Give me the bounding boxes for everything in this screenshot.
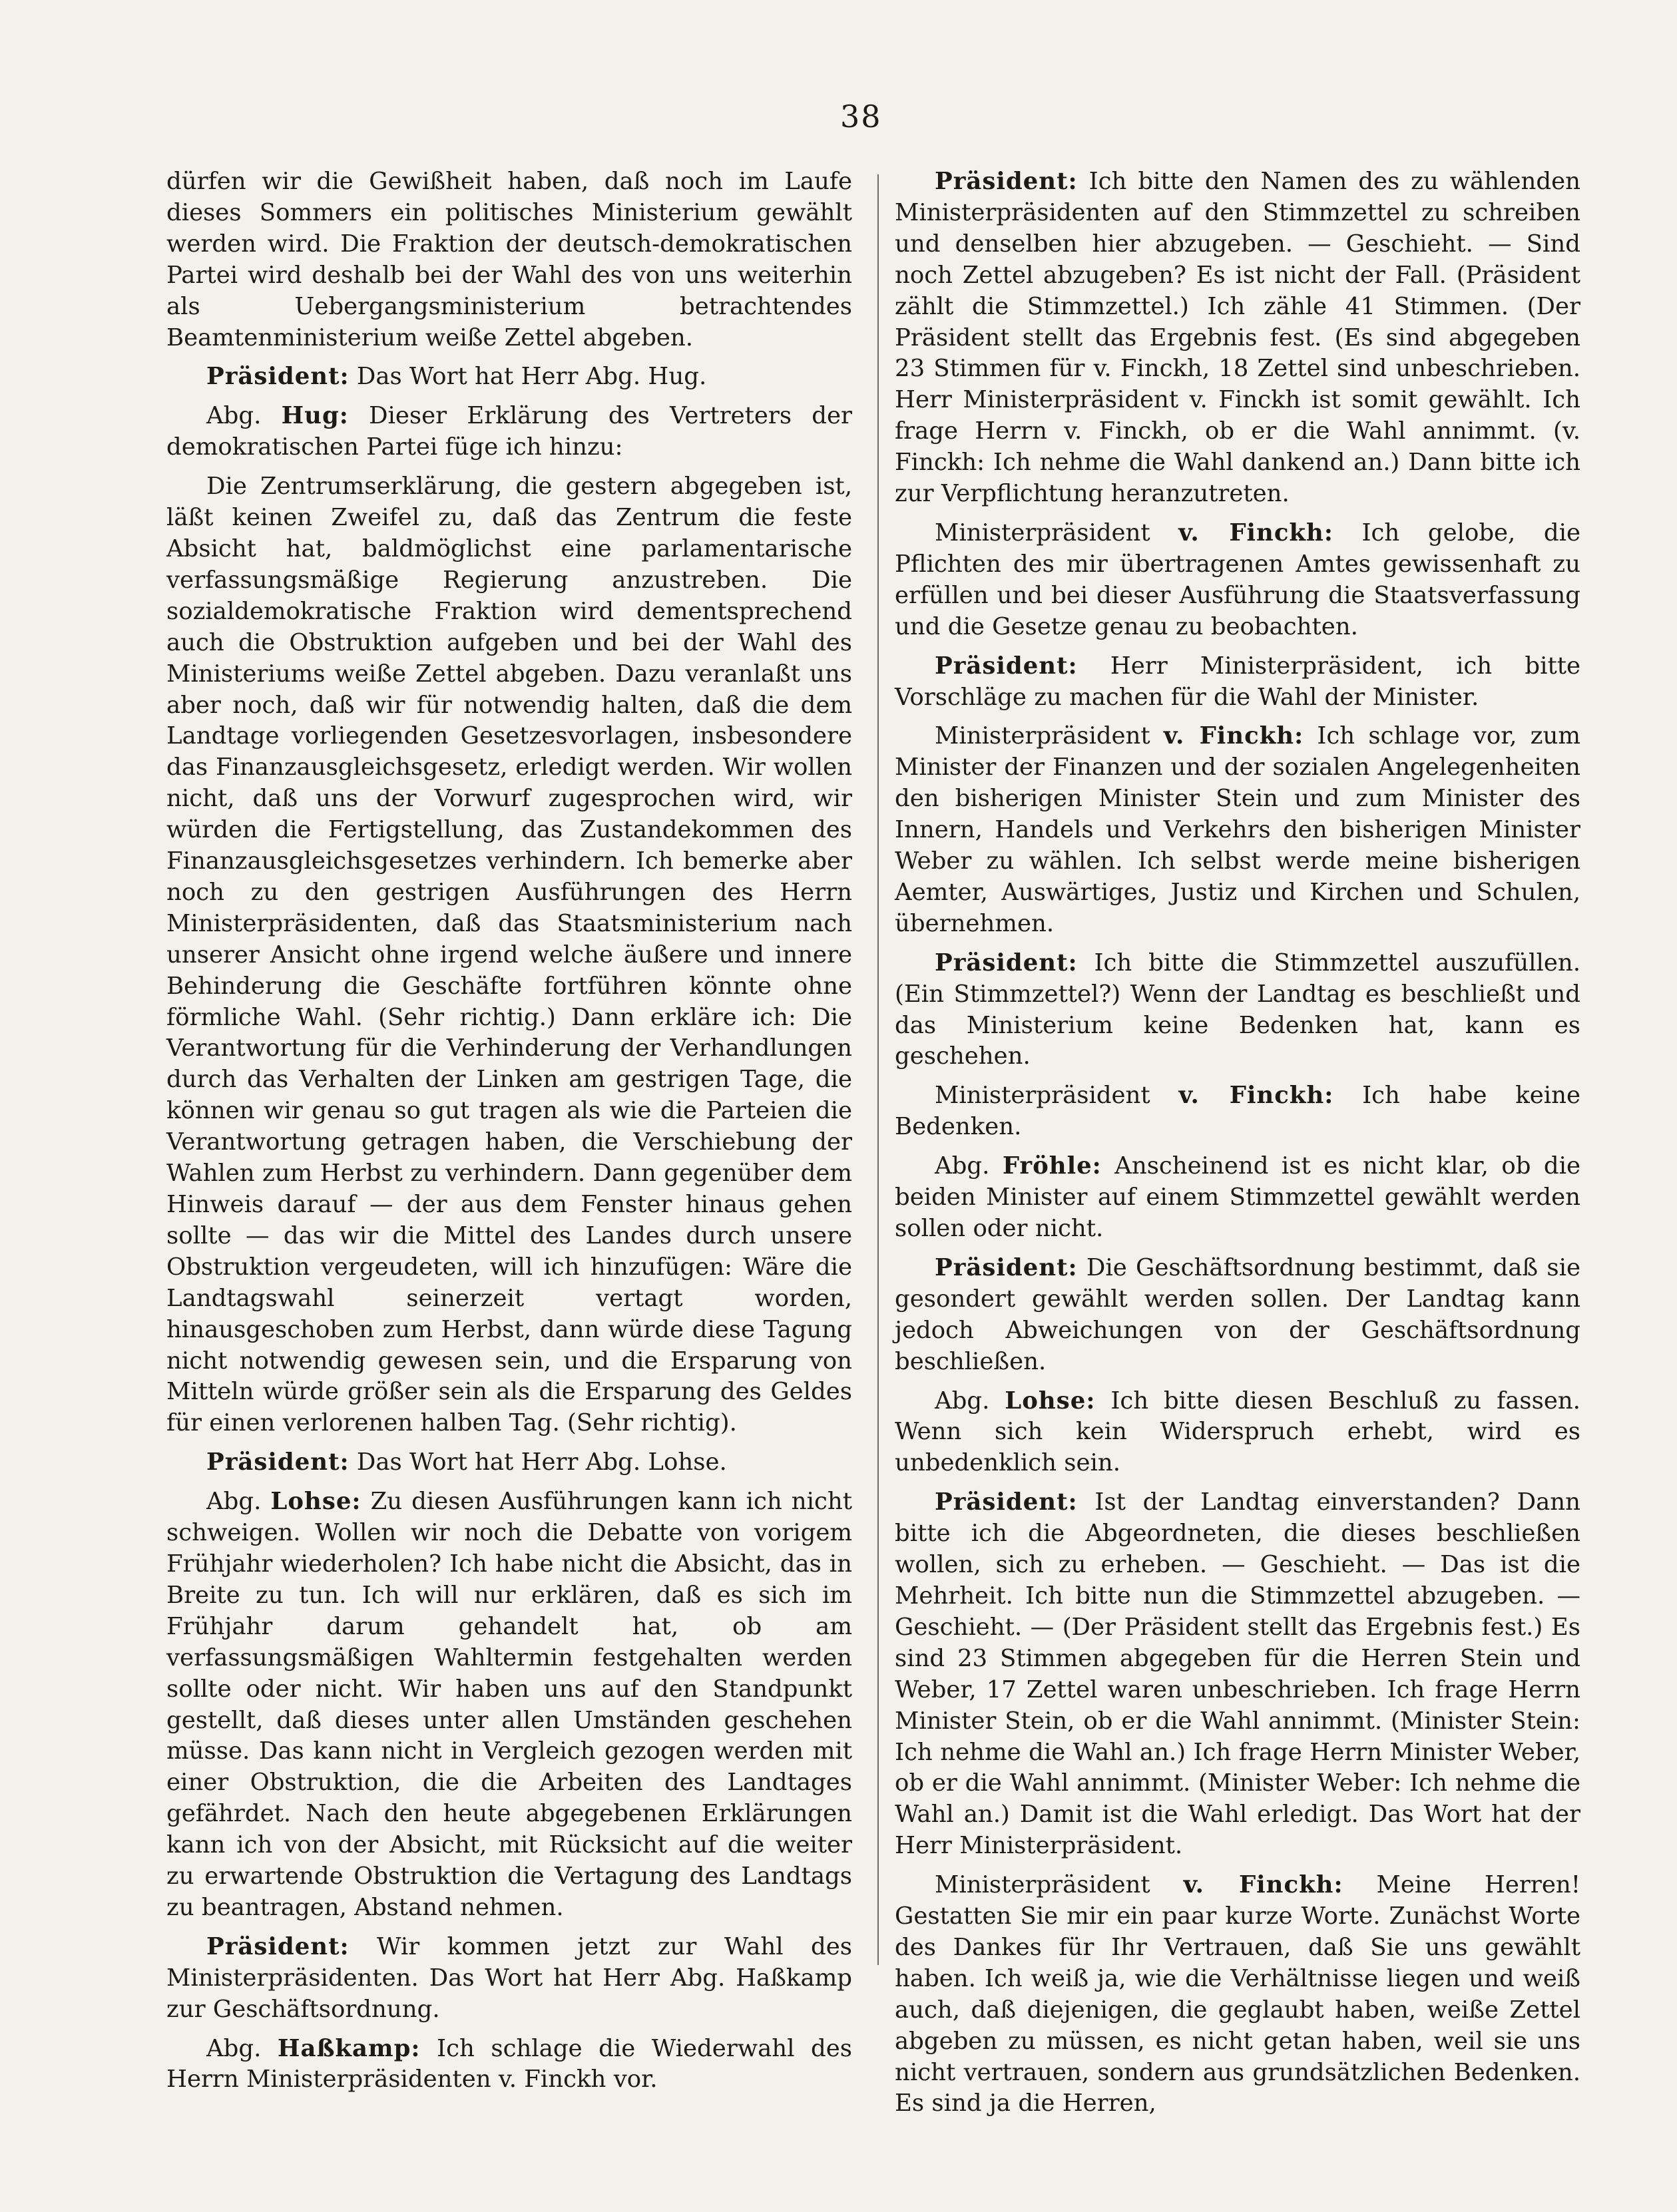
paragraph	[166, 1932, 852, 2026]
speaker-name: Fröhle:	[1002, 1152, 1102, 1180]
speaker-role: Abg.	[206, 1488, 262, 1516]
paragraph-text: Die Zentrumserklärung, die gestern abgegeben ist, läßt keinen Zweifel zu, daß das Zentrum die feste Absicht hat, baldmöglichst eine parlamentarische verfassungsmäßige Regierung anzustreben. Die sozialdemokratische Fraktion wird dementsprechend auch die Obstruktion aufgeben und bei der Wahl des Ministeriums weiße Zettel abgeben. Dazu veranlaßt uns aber noch, daß wir für notwendig halten, daß die dem Landtage vorliegenden Gesetzesvorlagen, insbesondere das Finanzausgleichsgesetz, erledigt werden. Wir wollen nicht, daß uns der Vorwurf zugesprochen wird, wir würden die Fertigstellung, das Zustandekommen des Finanzausgleichsgesetzes verhindern. Ich bemerke aber noch zu den gestrigen Ausführungen des Herrn Ministerpräsidenten, daß das Staatsministerium nach unserer Ansicht ohne irgend welche äußere und innere Behinderung die Geschäfte fortführen könnte ohne förmliche Wahl. (Sehr richtig.) Dann erkläre ich: Die Verantwortung für die Verhinderung der Verhandlungen durch das Verhalten der Linken am gestrigen Tage, die können wir genau so gut tragen als wie die Parteien die Verantwortung getragen haben, die Verschiebung der Wahlen zum Herbst zu verhindern. Dann gegenüber dem Hinweis darauf — der aus dem Fenster hinaus gehen sollte — das wir die Mittel des Landes durch unsere Obstruktion vergeudeten, will ich hinzufügen: Wäre die Landtagswahl seinerzeit vertagt worden, hinausgeschoben zum Herbst, dann würde diese Tagung nicht notwendig gewesen sein, und die Ersparung von Mitteln würde größer sein als die Ersparung des Geldes für einen verlorenen halben Tag. (Sehr richtig).	[166, 473, 852, 1437]
paragraph	[895, 1151, 1580, 1245]
paragraph	[895, 166, 1580, 510]
paragraph	[895, 1487, 1580, 1862]
paragraph-text: Ich habe keine Bedenken.	[895, 1082, 1580, 1141]
paragraph-text: Die Geschäftsordnung bestimmt, daß sie gesondert gewählt werden sollen. Der Landtag kann jedoch Abweichungen von der Geschäftsordnung beschließen.	[895, 1253, 1580, 1375]
paragraph-text: Zu diesen Ausführungen kann ich nicht schweigen. Wollen wir noch die Debatte von vorigem Frühjahr wiederholen? Ich habe nicht die Absicht, das in Breite zu tun. Ich will nur erklären, daß es sich im Frühjahr darum gehandelt hat, ob am verfassungsmäßigen Wahltermin festgehalten werden sollte oder nicht. Wir haben uns auf den Standpunkt gestellt, daß dieses unter allen Umständen geschehen müsse. Das kann nicht in Vergleich gezogen werden mit einer Obstruktion, die die Arbeiten des Landtages gefährdet. Nach den heute abgegebenen Erklärungen kann ich von der Absicht, mit Rücksicht auf die weiter zu erwartende Obstruktion die Vertagung des Landtags zu beantragen, Abstand nehmen.	[166, 1488, 852, 1921]
paragraph	[895, 1870, 1580, 2119]
paragraph	[895, 1080, 1580, 1143]
paragraph	[166, 361, 852, 393]
speaker-role: Ministerpräsident	[935, 722, 1150, 750]
paragraph-text: Anscheinend ist es nicht klar, ob die beiden Minister auf einem Stimmzettel gewählt werden sollen oder nicht.	[895, 1152, 1580, 1242]
paragraph	[895, 721, 1580, 939]
paragraph-text: Das Wort hat Herr Abg. Lohse.	[356, 1448, 727, 1476]
paragraph	[895, 651, 1580, 714]
paragraph-text: Ich gelobe, die Pflichten des mir übertragenen Amtes gewissenhaft zu erfüllen und bei dieser Ausführung die Staatsverfassung und die Gesetze genau zu beobachten.	[895, 519, 1580, 640]
paragraph	[166, 471, 852, 1439]
speaker-name: Präsident:	[935, 1253, 1078, 1281]
paragraph-text: Ich schlage vor, zum Minister der Finanzen und der sozialen Angelegenheiten den bisherigen Minister Stein und zum Minister des Innern, Handels und Verkehrs den bisherigen Minister Weber zu wählen. Ich selbst werde meine bisherigen Aemter, Auswärtiges, Justiz und Kirchen und Schulen, übernehmen.	[895, 722, 1580, 937]
paragraph-text: Ich bitte die Stimmzettel auszufüllen. (Ein Stimmzettel?) Wenn der Landtag es beschließt und das Ministerium keine Bedenken hat, kann es geschehen.	[895, 949, 1580, 1070]
speaker-name: Präsident:	[935, 949, 1078, 977]
paragraph-text: dürfen wir die Gewißheit haben, daß noch im Laufe dieses Sommers ein politisches Ministerium gewählt werden wird. Die Fraktion der deutsch-demokratischen Partei wird deshalb bei der Wahl des von uns weiterhin als Uebergangsministerium betrachtendes Beamtenministerium weiße Zettel abgeben.	[166, 168, 852, 351]
speaker-name: v. Finckh:	[1183, 1871, 1343, 1899]
speaker-name: Präsident:	[206, 1932, 350, 1960]
right-column	[895, 166, 1580, 2127]
speaker-name: Präsident:	[206, 1448, 350, 1476]
paragraph	[895, 948, 1580, 1073]
speaker-role: Ministerpräsident	[935, 1082, 1150, 1110]
paragraph-text: Ich bitte diesen Beschluß zu fassen. Wenn sich kein Widerspruch erhebt, wird es unbedenklich sein.	[895, 1387, 1580, 1477]
paragraph	[166, 401, 852, 463]
column-divider	[877, 174, 879, 1965]
paragraph-text: Wir kommen jetzt zur Wahl des Ministerpräsidenten. Das Wort hat Herr Abg. Haßkamp zur Geschäftsordnung.	[166, 1932, 852, 2023]
speaker-role: Ministerpräsident	[935, 519, 1150, 547]
speaker-name: Hug:	[281, 402, 349, 430]
paragraph	[895, 518, 1580, 643]
speaker-name: Präsident:	[935, 652, 1078, 680]
speaker-role: Abg.	[206, 402, 262, 430]
paragraph-text: Meine Herren! Gestatten Sie mir ein paar kurze Worte. Zunächst Worte des Dankes für Ihr Vertrauen, daß Sie uns gewählt haben. Ich weiß ja, wie die Verhältnisse liegen und weiß auch, daß diejenigen, die geglaubt haben, weiße Zettel abgeben zu müssen, es nicht getan haben, weil sie uns nicht vertrauen, sondern aus grundsätzlichen Bedenken. Es sind ja die Herren,	[895, 1871, 1580, 2117]
speaker-role: Abg.	[935, 1152, 990, 1180]
speaker-role: Abg.	[935, 1387, 990, 1415]
speaker-name: Präsident:	[935, 168, 1078, 195]
speaker-role: Abg.	[206, 2034, 262, 2062]
speaker-name: Präsident:	[206, 363, 350, 391]
speaker-name: v. Finckh:	[1178, 1082, 1334, 1110]
paragraph	[166, 2034, 852, 2096]
speaker-name: Präsident:	[935, 1488, 1078, 1516]
paragraph	[895, 1386, 1580, 1480]
speaker-name: v. Finckh:	[1178, 519, 1333, 547]
paragraph-text: Ist der Landtag einverstanden? Dann bitte ich die Abgeordneten, die dieses beschließen wollen, sich zu erheben. — Geschieht. — Das ist die Mehrheit. Ich bitte nun die Stimmzettel abzugeben. — Geschieht. — (Der Präsident stellt das Ergebnis fest.) Es sind 23 Stimmen abgegeben für die Herren Stein und Weber, 17 Zettel waren unbeschrieben. Ich frage Herrn Minister Stein, ob er die Wahl annimmt. (Minister Stein: Ich nehme die Wahl an.) Ich frage Herrn Minister Weber, ob er die Wahl annimmt. (Minister Weber: Ich nehme die Wahl an.) Damit ist die Wahl erledigt. Das Wort hat der Herr Ministerpräsident.	[895, 1488, 1580, 1860]
paragraph	[166, 1486, 852, 1924]
paragraph-text: Herr Ministerpräsident, ich bitte Vorschläge zu machen für die Wahl der Minister.	[895, 652, 1580, 711]
speaker-name: Lohse:	[270, 1488, 361, 1516]
speaker-name: v. Finckh:	[1163, 722, 1304, 750]
left-column	[166, 166, 852, 2103]
paragraph-text: Ich bitte den Namen des zu wählenden Ministerpräsidenten auf den Stimmzettel zu schreiben und denselben hier abzugeben. — Geschieht. — Sind noch Zettel abzugeben? Es ist nicht der Fall. (Präsident zählt die Stimmzettel.) Ich zähle 41 Stimmen. (Der Präsident stellt das Ergebnis fest. (Es sind abgegeben 23 Stimmen für v. Finckh, 18 Zettel sind unbeschrieben. Herr Ministerpräsident v. Finckh ist somit gewählt. Ich frage Herrn v. Finckh, ob er die Wahl annimmt. (v. Finckh: Ich nehme die Wahl dankend an.) Dann bitte ich zur Verpflichtung heranzutreten.	[895, 168, 1580, 508]
page-number: 38	[840, 99, 882, 134]
paragraph-text: Dieser Erklärung des Vertreters der demokratischen Partei füge ich hinzu:	[166, 402, 852, 461]
speaker-role: Ministerpräsident	[935, 1871, 1150, 1899]
paragraph	[166, 1447, 852, 1478]
paragraph-text: Ich schlage die Wiederwahl des Herrn Ministerpräsidenten v. Finckh vor.	[166, 2034, 852, 2094]
speaker-name: Haßkamp:	[277, 2034, 421, 2062]
paragraph-text: Das Wort hat Herr Abg. Hug.	[356, 363, 707, 391]
speaker-name: Lohse:	[1005, 1387, 1096, 1415]
paragraph	[895, 1253, 1580, 1378]
paragraph	[166, 166, 852, 353]
